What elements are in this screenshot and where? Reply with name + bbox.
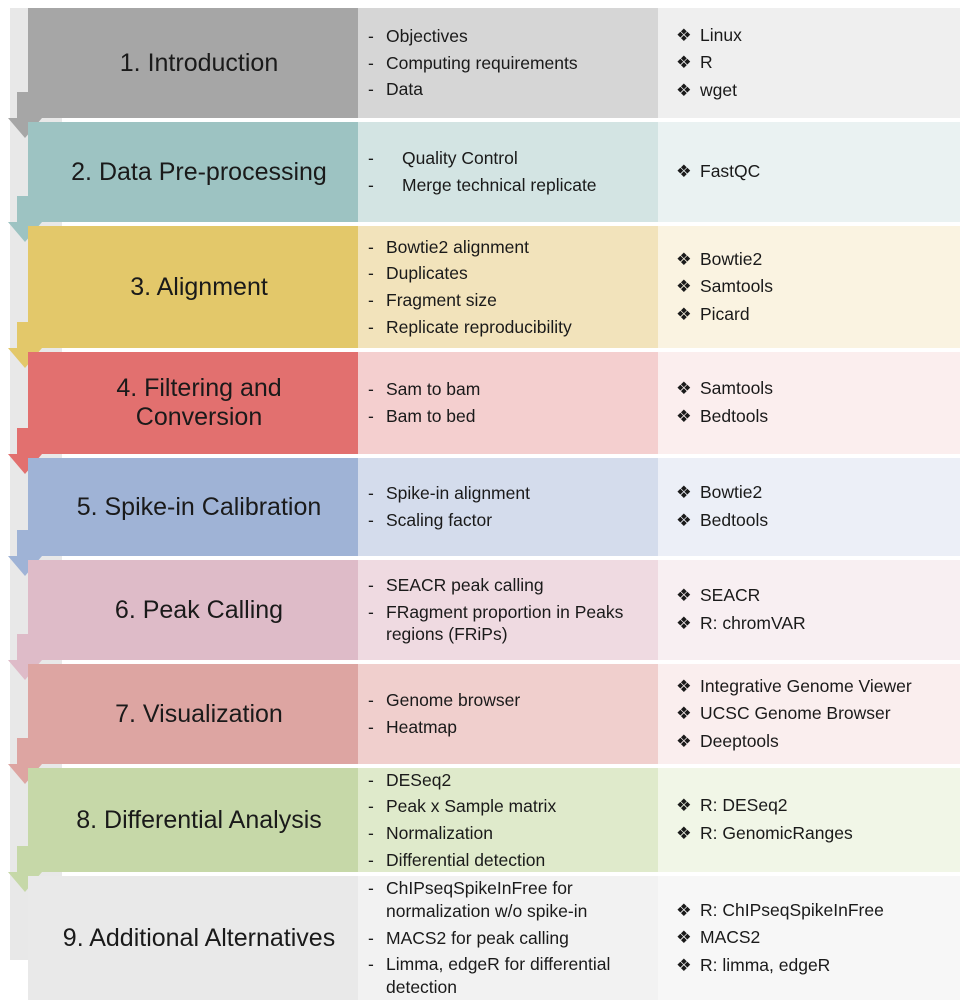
diamond-bullet-icon: ❖ [676, 276, 692, 297]
step-item [368, 262, 650, 285]
step-text: Normalization [386, 823, 493, 843]
steps-list-visualization [358, 664, 658, 764]
diamond-bullet-icon: ❖ [676, 248, 692, 269]
step-item [368, 405, 650, 428]
tool-text: R: limma, edgeR [700, 954, 831, 975]
dash-icon: - [368, 52, 374, 73]
step-text: Genome browser [386, 690, 521, 711]
dash-icon: - [368, 849, 374, 870]
tool-item [676, 303, 952, 327]
step-item [368, 716, 650, 739]
step-text: Quality Control [402, 148, 518, 169]
dash-icon: - [368, 379, 374, 400]
tool-item [676, 275, 952, 299]
dash-icon: - [368, 148, 374, 169]
tool-item [676, 79, 952, 103]
step-text: DESeq2 [386, 769, 452, 790]
tool-text: wget [700, 79, 737, 100]
diamond-bullet-icon: ❖ [676, 730, 692, 751]
step-text: Bowtie2 alignment [386, 236, 529, 257]
tool-item [676, 51, 952, 75]
steps-list-differential-analysis [358, 768, 658, 872]
tool-item [676, 509, 952, 533]
tools-list-alignment [658, 226, 960, 348]
step-item [368, 378, 650, 401]
diamond-bullet-icon: ❖ [676, 406, 692, 426]
diamond-bullet-icon: ❖ [676, 24, 692, 45]
stage-label-differential-analysis: 8. Differential Analysis [28, 768, 358, 872]
tool-text: R: chromVAR [700, 613, 806, 633]
stage-label-introduction: 1. Introduction [28, 8, 358, 118]
workflow-row-additional-alternatives [28, 876, 960, 1000]
dash-icon: - [368, 769, 374, 790]
tool-text: Picard [700, 303, 750, 324]
stage-label-visualization: 7. Visualization [28, 664, 358, 764]
steps-list-introduction [358, 8, 658, 118]
diamond-bullet-icon: ❖ [676, 585, 692, 606]
workflow-row-visualization [28, 664, 960, 764]
step-item [368, 769, 650, 792]
tools-list-peak-calling [658, 560, 960, 660]
step-item [368, 574, 650, 597]
tool-item [676, 794, 952, 818]
dash-icon: - [368, 796, 374, 817]
step-text: Merge technical replicate [402, 175, 597, 195]
tools-list-additional-alternatives [658, 876, 960, 1000]
diamond-bullet-icon: ❖ [676, 675, 692, 696]
tool-item [676, 702, 952, 726]
step-item [368, 482, 650, 505]
step-item [368, 953, 650, 999]
steps-list-additional-alternatives [358, 876, 658, 1000]
tool-item [676, 24, 952, 48]
steps-list-filtering-and-conversion [358, 352, 658, 454]
tool-text: R [700, 52, 713, 73]
workflow-row-alignment [28, 226, 960, 348]
step-item [368, 601, 650, 647]
steps-list-peak-calling [358, 560, 658, 660]
tool-item [676, 248, 952, 272]
tools-list-data-pre-processing [658, 122, 960, 222]
dash-icon: - [368, 290, 374, 310]
step-text: Replicate reproducibility [386, 316, 572, 337]
diamond-bullet-icon: ❖ [676, 703, 692, 724]
step-text: Sam to bam [386, 379, 481, 400]
tool-text: Linux [700, 24, 742, 45]
tool-text: Integrative Genome Viewer [700, 675, 912, 696]
dash-icon: - [368, 690, 374, 711]
step-item [368, 236, 650, 259]
step-item [368, 795, 650, 818]
tools-list-visualization [658, 664, 960, 764]
dash-icon: - [368, 263, 374, 284]
step-item [368, 25, 650, 48]
tool-item [676, 481, 952, 505]
diamond-bullet-icon: ❖ [676, 79, 692, 100]
tool-text: Bowtie2 [700, 482, 763, 503]
step-item [368, 877, 650, 923]
tool-text: R: ChIPseqSpikeInFree [700, 899, 884, 920]
tool-item [676, 377, 952, 401]
workflow-row-differential-analysis [28, 768, 960, 872]
tool-item [676, 926, 952, 950]
step-text: Limma, edgeR for differential detection [386, 954, 611, 998]
tool-text: Samtools [700, 378, 773, 399]
diamond-bullet-icon: ❖ [676, 378, 692, 399]
workflow-row-spike-in-calibration [28, 458, 960, 556]
stage-label-spike-in-calibration: 5. Spike-in Calibration [28, 458, 358, 556]
tool-item [676, 405, 952, 429]
tool-item [676, 675, 952, 699]
stage-label-data-pre-processing: 2. Data Pre-processing [28, 122, 358, 222]
step-item [368, 174, 650, 197]
step-item [368, 147, 650, 170]
diamond-bullet-icon: ❖ [676, 795, 692, 816]
workflow-row-introduction [28, 8, 960, 118]
step-text: SEACR peak calling [386, 574, 544, 595]
step-item [368, 316, 650, 339]
step-text: Bam to bed [386, 406, 476, 426]
tool-item [676, 584, 952, 608]
dash-icon: - [368, 717, 374, 737]
step-item [368, 822, 650, 845]
step-text: Computing requirements [386, 52, 578, 73]
dash-icon: - [368, 25, 374, 46]
dash-icon: - [368, 601, 374, 622]
dash-icon: - [368, 954, 374, 975]
stage-label-alignment: 3. Alignment [28, 226, 358, 348]
tool-item [676, 954, 952, 978]
tool-item [676, 612, 952, 636]
tools-list-spike-in-calibration [658, 458, 960, 556]
diamond-bullet-icon: ❖ [676, 613, 692, 633]
step-text: MACS2 for peak calling [386, 927, 569, 948]
diamond-bullet-icon: ❖ [676, 52, 692, 73]
diamond-bullet-icon: ❖ [676, 482, 692, 503]
step-text: Objectives [386, 25, 468, 46]
diamond-bullet-icon: ❖ [676, 510, 692, 530]
dash-icon: - [368, 316, 374, 337]
workflow-rows [28, 8, 960, 998]
tool-text: FastQC [700, 161, 761, 182]
dash-icon: - [368, 927, 374, 948]
steps-list-data-pre-processing [358, 122, 658, 222]
dash-icon: - [368, 175, 374, 195]
tool-item [676, 822, 952, 846]
step-item [368, 927, 650, 950]
tool-item [676, 899, 952, 923]
step-text: Spike-in alignment [386, 483, 530, 504]
diamond-bullet-icon: ❖ [676, 954, 692, 975]
step-text: Peak x Sample matrix [386, 796, 557, 817]
tools-list-differential-analysis [658, 768, 960, 872]
steps-list-spike-in-calibration [358, 458, 658, 556]
step-item [368, 849, 650, 872]
workflow-row-filtering-and-conversion [28, 352, 960, 454]
tool-text: MACS2 [700, 927, 761, 948]
workflow-row-peak-calling [28, 560, 960, 660]
tool-item [676, 730, 952, 754]
stage-label-additional-alternatives: 9. Additional Alternatives [28, 876, 358, 1000]
tool-text: R: GenomicRanges [700, 823, 853, 843]
dash-icon: - [368, 406, 374, 426]
step-item [368, 78, 650, 101]
dash-icon: - [368, 574, 374, 595]
diamond-bullet-icon: ❖ [676, 161, 692, 182]
dash-icon: - [368, 236, 374, 257]
workflow-row-data-pre-processing [28, 122, 960, 222]
step-text: Scaling factor [386, 510, 493, 530]
stage-label-filtering-and-conversion: 4. Filtering and Conversion [28, 352, 358, 454]
step-item [368, 289, 650, 312]
tool-text: Samtools [700, 276, 773, 297]
step-item [368, 52, 650, 75]
dash-icon: - [368, 823, 374, 843]
diamond-bullet-icon: ❖ [676, 823, 692, 843]
diamond-bullet-icon: ❖ [676, 927, 692, 948]
tool-text: Bedtools [700, 510, 769, 530]
step-item [368, 689, 650, 712]
dash-icon: - [368, 510, 374, 530]
step-text: Differential detection [386, 849, 546, 870]
tool-text: R: DESeq2 [700, 795, 788, 816]
step-text: FRagment proportion in Peaks regions (FRiPs) [386, 601, 624, 645]
step-text: Data [386, 79, 423, 100]
dash-icon: - [368, 878, 374, 899]
tool-text: SEACR [700, 585, 761, 606]
tools-list-filtering-and-conversion [658, 352, 960, 454]
tools-list-introduction [658, 8, 960, 118]
step-text: Fragment size [386, 290, 497, 310]
dash-icon: - [368, 79, 374, 100]
step-text: ChIPseqSpikeInFree for normalization w/o spike-in [386, 878, 588, 921]
tool-text: Bowtie2 [700, 248, 763, 269]
step-text: Duplicates [386, 263, 468, 284]
tool-item [676, 160, 952, 184]
dash-icon: - [368, 483, 374, 504]
diamond-bullet-icon: ❖ [676, 899, 692, 920]
steps-list-alignment [358, 226, 658, 348]
tool-text: Bedtools [700, 406, 769, 426]
diamond-bullet-icon: ❖ [676, 303, 692, 324]
tool-text: Deeptools [700, 730, 779, 751]
tool-text: UCSC Genome Browser [700, 703, 891, 724]
step-item [368, 509, 650, 532]
stage-label-peak-calling: 6. Peak Calling [28, 560, 358, 660]
step-text: Heatmap [386, 717, 458, 737]
